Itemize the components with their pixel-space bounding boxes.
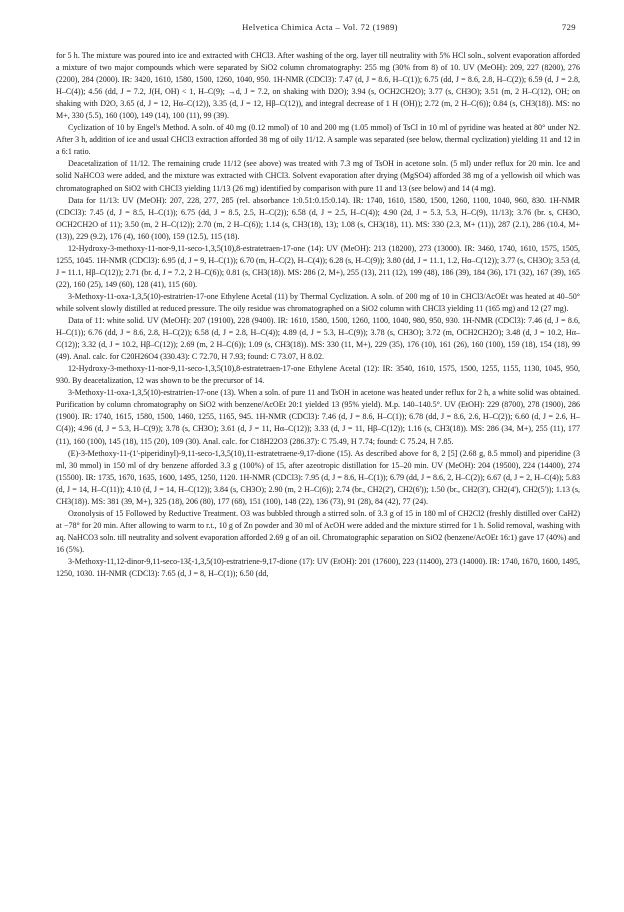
paragraph-cyclization-engel: Cyclization of 10 by Engel's Method. A soln. of 40 mg (0.12 mmol) of 10 and 200 mg (1.05 mmol) of TsCl in 10 ml of pyridine was heated at 80° under N2. After 3 h, addition of ice and usual CHCl3 extraction afforded 38 mg of oily 11/12. A sample was separated (see below, thermal cyclization) yielding 11 and 12 in a 6:1 ratio. (56, 123, 580, 157)
journal-title: Helvetica Chimica Acta – Vol. 72 (1989) (242, 22, 398, 32)
paragraph-compound-12: 12-Hydroxy-3-methoxy-11-nor-9,11-seco-1,3,5(10),8-estratetraen-17-one Ethylene Acetal (12): IR: 3540, 1610, 1575, 1500, 1255, 1155, 1130, 1045, 950, 930. By deacetalization, 12 was shown to be the precursor of 14. (56, 364, 580, 386)
paragraph-data-11: Data of 11: white solid. UV (MeOH): 207 (19100), 228 (9400). IR: 1610, 1580, 1500, 1260, 1100, 1040, 980, 950, 930. 1H-NMR (CDCl3): 7.46 (d, J = 8.6, H–C(1)); 6.76 (dd, J = 8.6, 2.8, H–C(2)); 6.58 (d, J = 2.8, H–C(4)); 4.89 (d, J = 5.3, H–C(9)); 3.78 (s, CH3O); 3.72 (m, OCH2CH2O); 3.48 (d, J = 10.2, Hα–C(12)); 3.32 (d, J = 10.2, Hβ–C(12)); 2.69 (m, 2 H–C(6)); 1.09 (s, CH3(18)). MS: 330 (11, M+), 229 (35), 176 (10), 161 (26), 160 (100), 159 (18), 154 (18), 99 (49). Anal. calc. for C20H26O4 (330.43): C 72.70, H 7.93; found: C 73.07, H 8.02. (56, 316, 580, 362)
paragraph-compound-15: (E)-3-Methoxy-11-(1'-piperidinyl)-9,11-seco-1,3,5(10),11-estratetraene-9,17-dione (15). As described above for 8, 2 [5] (2.68 g, 8.5 mmol) and piperidine (3 ml, 30 mmol) in 150 ml of dry benzene afforded 3.3 g (100%) of 15, after azeotropic distillation for 15–20 min. UV (MeOH): 204 (19500), 224 (14400), 274 (15500). IR: 1735, 1670, 1635, 1600, 1495, 1250, 1120. 1H-NMR (CDCl3): 7.95 (d, J = 8.6, H–C(1)); 6.79 (dd, J = 8.6, 2, H–C(2)); 6.67 (d, J = 2, H–C(4)); 5.83 (d, J = 14, H–C(11)); 4.10 (d, J = 14, H–C(12)); 3.84 (s, CH3O); 2.90 (m, 2 H–C(6)); 2.74 (br., CH2(2'), CH2(6')); 1.50 (br., CH2(3'), CH2(4'), CH2(5')); 1.13 (s, CH3(18)). MS: 381 (39, M+), 325 (18), 206 (80), 177 (68), 151 (100), 148 (22), 136 (73), 91 (28), 84 (42), 77 (24). (56, 448, 580, 506)
paragraph-compound-17: 3-Methoxy-11,12-dinor-9,11-seco-13ξ-1,3,5(10)-estratriene-9,17-dione (17): UV (EtOH): 201 (17600), 223 (11400), 273 (14000). IR: 1740, 1670, 1600, 1495, 1250, 1030. 1H-NMR (CDCl3): 7.65 (d, J = 8, H–C(1)); 6.50 (dd, (56, 556, 580, 579)
paragraph-thermal-cyclization: 3-Methoxy-11-oxa-1,3,5(10)-estratrien-17-one Ethylene Acetal (11) by Thermal Cyclization. A soln. of 200 mg of 10 in CHCl3/AcOEt was heated at 40–50° while solvent slowly distilled at reduced pressure. The oily residue was chromatographed on a SiO2 column with CHCl3 yielding 11 (165 mg) and 12 (27 mg). (56, 291, 580, 313)
paragraph-compound-14: 12-Hydroxy-3-methoxy-11-nor-9,11-seco-1,3,5(10),8-estratetraen-17-one (14): UV (MeOH): 213 (18200), 273 (13000). IR: 3460, 1740, 1610, 1575, 1505, 1255, 1045. 1H-NMR (CDCl3): 6.95 (d, J = 9, H–C(1)); 6.70 (m, H–C(2), H–C(4)); 6.28 (s, H–C(9)); 3.80 (dd, J = 11.1, 1.2, Hα–C(12)); 3.77 (s, CH3O); 3.53 (d, J = 11.1, Hβ–C(12)); 2.71 (br. d, J = 7.2, 2 H–C(6)); 0.81 (s, CH3(18)). MS: 286 (2, M+), 255 (13), 211 (12), 199 (48), 186 (39), 184 (36), 171 (32), 167 (39), 165 (22), 160 (25), 149 (60), 128 (41), 115 (60). (56, 243, 580, 289)
article-body (56, 50, 580, 580)
page-number: 729 (561, 22, 576, 32)
paragraph-compound-10-data: for 5 h. The mixture was poured into ice and extracted with CHCl3. After washing of the org. layer till neutrality with 5% HCl soln., solvent evaporation afforded a mixture of two major compounds which were separated by SiO2 column chromatography: 255 mg (30% from 8) of 10. UV (MeOH): 209, 227 (8200), 276 (2200), 284 (2000). IR: 3420, 1610, 1580, 1500, 1260, 1040, 950. 1H-NMR (CDCl3): 7.47 (d, J = 8.6, H–C(1)); 6.75 (dd, J = 8.6, 2.8, H–C(2)); 6.59 (d, J = 2.8, H–C(4)); 4.56 (dd, J = 7.2, J(H, OH) < 1, H–C(9); →d, J = 7.2, on shaking with D2O); 3.94 (s, OCH2CH2O); 3.77 (s, CH3O); 3.51 (m, 2 H–C(12), OH; on shaking with D2O, 3.65 (d, J = 12, Hα–C(12)), 3.35 (d, J = 12, Hβ–C(12)), and integral decrease of 1 H (OH)); 2.72 (m, 2 H–C(6)); 0.84 (s, CH3(18)). MS: no M+, 330 (5.5), 160 (100), 149 (14), 100 (11), 99 (39). (56, 51, 580, 121)
paragraph-compound-13: 3-Methoxy-11-oxa-1,3,5(10)-estratrien-17-one (13). When a soln. of pure 11 and TsOH in acetone was heated under reflux for 2 h, a white solid was obtained. Purification by column chromatography on SiO2 with benzene/AcOEt 20:1 yielded 13 (95% yield). M.p. 140–140.5°. UV (EtOH): 229 (8700), 278 (1900), 286 (1900). IR: 1740, 1615, 1580, 1500, 1460, 1255, 1165, 945. 1H-NMR (CDCl3): 7.46 (d, J = 8.6, H–C(1)); 6.78 (dd, J = 8.6, 2.6, H–C(2)); 6.60 (d, J = 2.6, H–C(4)); 4.96 (d, J = 5.3, H–C(9)); 3.78 (s, CH3O); 3.61 (d, J = 11, Hα–C(12)); 3.33 (d, J = 11, Hβ–C(12)); 1.16 (s, CH3(18)). MS: 286 (34, M+), 255 (11), 177 (11), 160 (100), 145 (18), 115 (20), 109 (30). Anal. calc. for C18H22O3 (286.37): C 75.49, H 7.74; found: C 75.24, H 7.85. (56, 388, 580, 446)
running-head (60, 22, 580, 36)
paragraph-deacetalization: Deacetalization of 11/12. The remaining crude 11/12 (see above) was treated with 7.3 mg of TsOH in acetone soln. (5 ml) under reflux for 20 min. Ice and solid NaHCO3 were added, and the mixture was extracted with CHCl3. Solvent evaporation after drying (MgSO4) afforded 38 mg of a yellowish oil which was chromatographed on SiO2 with CHCl3 yielding 11/13 (26 mg) identified by comparison with pure 11 and 13 (see below) and 14 (4 mg). (56, 159, 580, 193)
paragraph-data-11-13: Data for 11/13: UV (MeOH): 207, 228, 277, 285 (rel. absorbance 1:0.51:0.15:0.14). IR: 1740, 1610, 1580, 1500, 1260, 1100, 1040, 960, 830. 1H-NMR (CDCl3): 7.45 (d, J = 8.5, H–C(1)); 6.75 (dd, J = 8.5, 2.5, H–C(2)); 6.58 (d, J = 2.5, H–C(4)); 4.90 (2d, J = 5.3, 5.3, H–C(9), 11/13); 3.76 (br. s, CH3O, OCH2CH2O of 11); 3.50 (m, 2 H–C(12)); 2.70 (m, 2 H–C(6)); 1.14 (s, CH3(18), 13); 1.08 (s, CH3(18), 11). MS: 330 (2.3, M+ (11)), 287 (2.1), 286 (10.4, M+ (13)), 229 (9.2), 176 (4), 160 (100), 159 (12.5), 115 (18). (56, 195, 580, 241)
paragraph-ozonolysis: Ozonolysis of 15 Followed by Reductive Treatment. O3 was bubbled through a stirred soln. of 3.3 g of 15 in 180 ml of CH2Cl2 (freshly distilled over CaH2) at −78° for 20 min. After allowing to warm to r.t., 10 g of Zn powder and 30 ml of AcOH were added and the mixture stirred for 1 h. Solid removal, washing with aq. NaHCO3 soln. till neutrality and solvent evaporation afforded 2.69 g of an oil. Chromatographic separation on SiO2 (benzene/AcOEt 16:1) gave 17 (40%) and 16 (5%). (56, 508, 580, 554)
